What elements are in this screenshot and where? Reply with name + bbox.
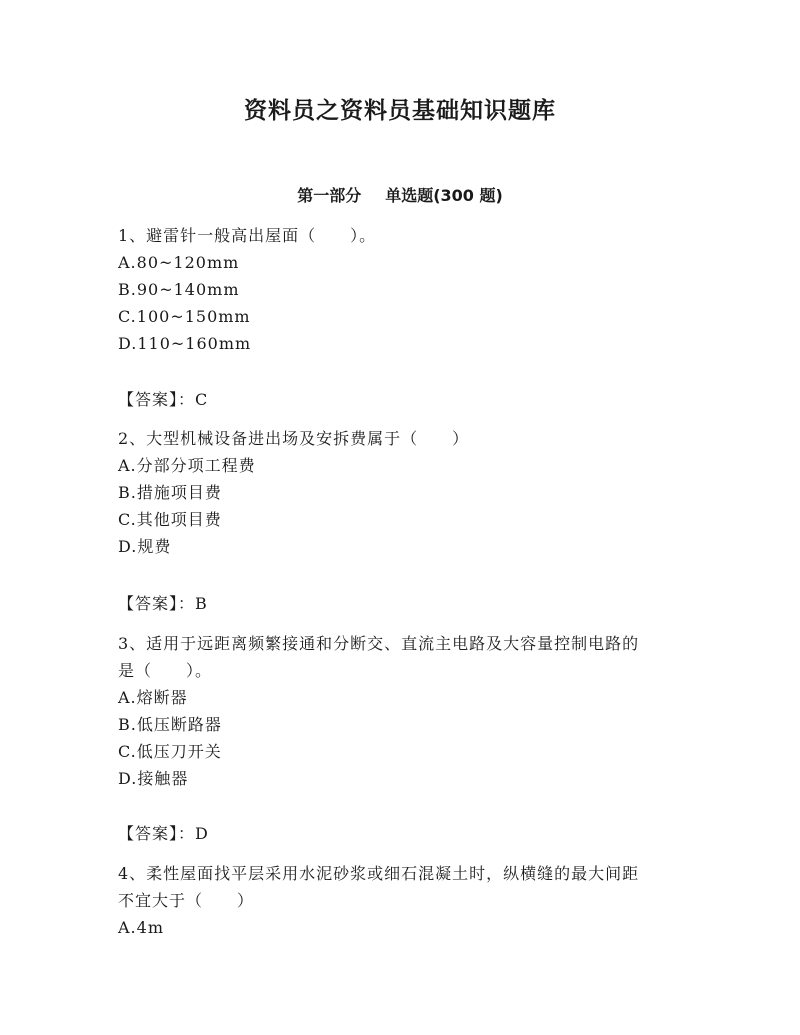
- document-title: 资料员之资料员基础知识题库: [244, 98, 556, 124]
- question-stem: 3、适用于远距离频繁接通和分断交、直流主电路及大容量控制电路的: [118, 634, 640, 653]
- answer-1: [118, 386, 208, 413]
- answer-label: 【答案】：: [118, 824, 196, 843]
- option-c: C.低压刀开关: [118, 742, 222, 761]
- question-stem-cont: 不宜大于（ ）: [118, 891, 255, 910]
- answer-value: B: [195, 594, 208, 613]
- option-d: D.规费: [118, 537, 172, 556]
- option-b: B.低压断路器: [118, 715, 222, 734]
- question-3: [118, 630, 688, 792]
- option-c: C.其他项目费: [118, 510, 222, 529]
- option-d: D.接触器: [118, 769, 189, 788]
- question-1: [118, 222, 688, 357]
- question-stem: 2、大型机械设备进出场及安拆费属于（ ）: [118, 429, 470, 448]
- question-stem-cont: 是（ ）。: [118, 661, 213, 680]
- option-b: B.措施项目费: [118, 483, 222, 502]
- option-a: A.80~120mm: [118, 253, 240, 272]
- question-stem: 4、柔性屋面找平层采用水泥砂浆或细石混凝土时，纵横缝的最大间距: [118, 864, 640, 883]
- section-heading: [0, 183, 800, 206]
- question-4: [118, 860, 688, 941]
- option-c: C.100~150mm: [118, 307, 251, 326]
- option-a: A.分部分项工程费: [118, 456, 256, 475]
- answer-value: D: [195, 824, 209, 843]
- answer-value: C: [195, 390, 209, 409]
- section-type: 单选题(300 题): [385, 186, 503, 205]
- option-a: A.4m: [118, 918, 164, 937]
- answer-2: [118, 590, 208, 617]
- answer-label: 【答案】：: [118, 390, 196, 409]
- option-d: D.110~160mm: [118, 334, 252, 353]
- option-a: A.熔断器: [118, 688, 188, 707]
- question-stem: 1、避雷针一般高出屋面（ ）。: [118, 226, 377, 245]
- question-2: [118, 425, 688, 560]
- answer-label: 【答案】：: [118, 594, 196, 613]
- option-b: B.90~140mm: [118, 280, 240, 299]
- answer-3: [118, 820, 209, 847]
- section-part: 第一部分: [297, 186, 362, 205]
